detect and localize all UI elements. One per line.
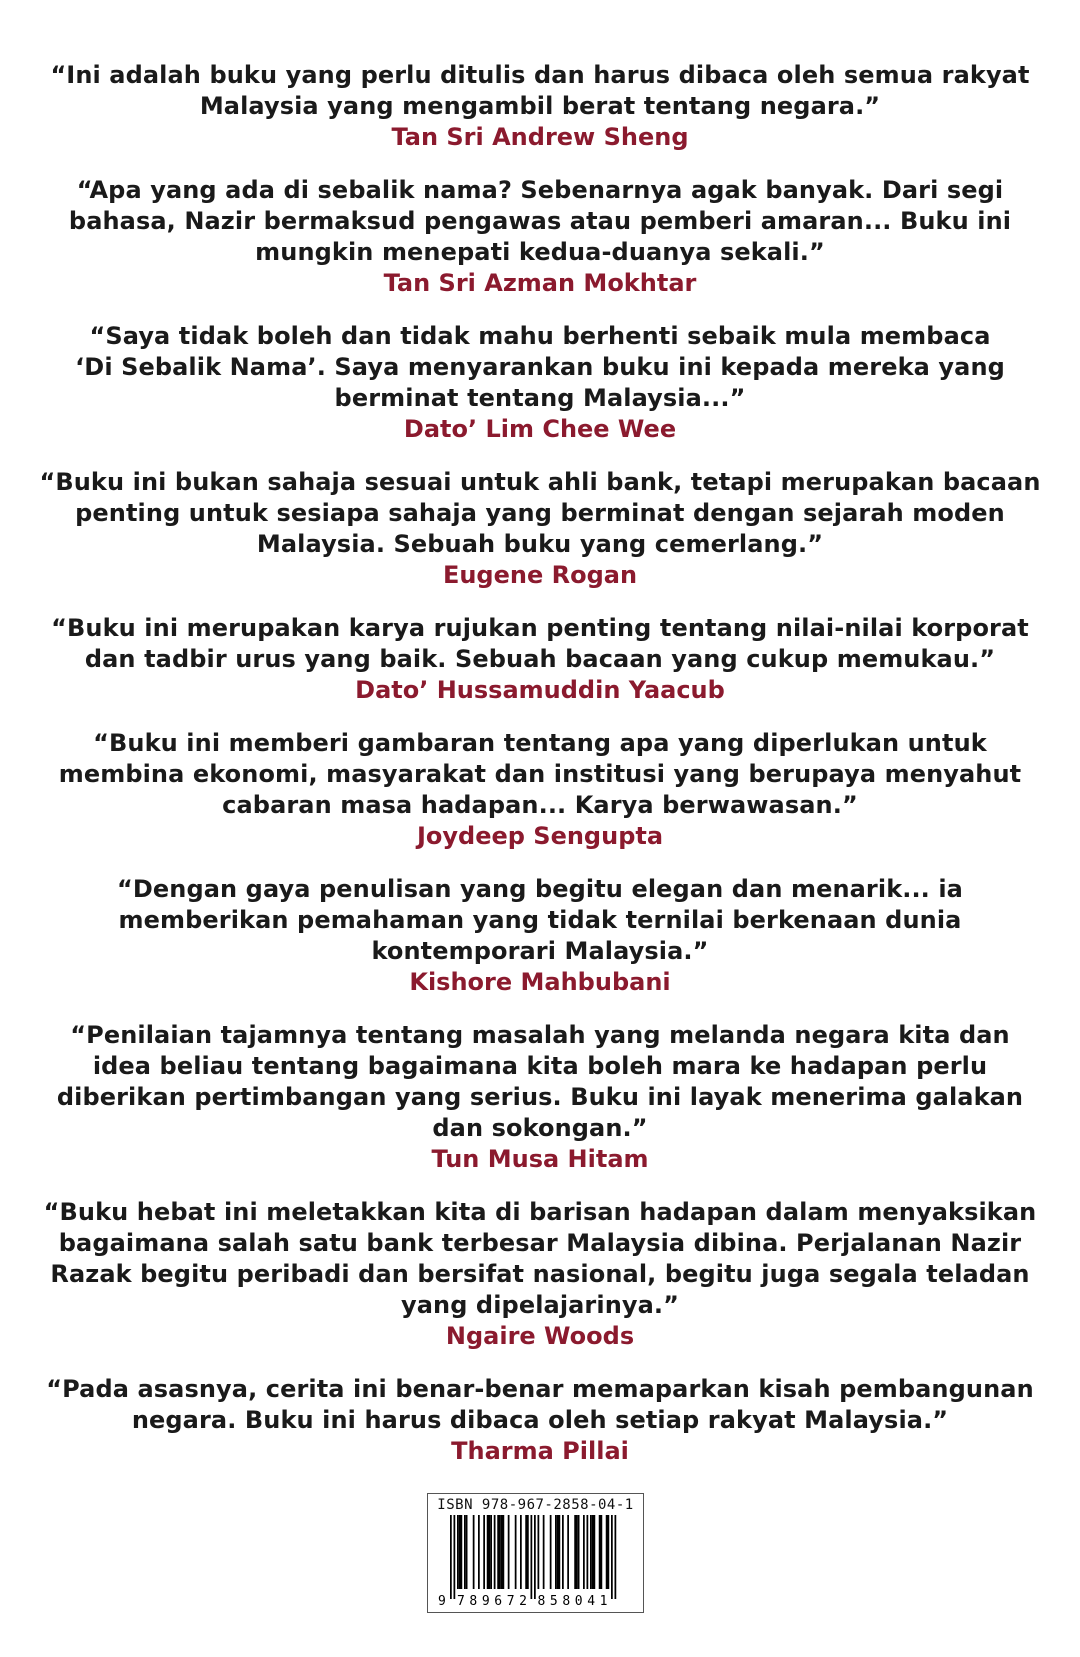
barcode-bar [591,1515,593,1589]
quote-line: yang dipelajarinya.” [400,1291,680,1319]
testimonial [0,321,1080,445]
barcode-bar [600,1515,602,1589]
barcode-digits: 9 [437,1594,446,1609]
testimonial [0,60,1080,153]
quote-line: kontemporari Malaysia.” [371,937,709,965]
testimonial [0,1020,1080,1175]
testimonials-list [0,60,1080,1489]
barcode-bar [453,1515,455,1599]
barcode-bar [490,1515,492,1589]
quote-line: bagaimana salah satu bank terbesar Malaysia dibina. Perjalanan Nazir [58,1229,1022,1257]
quote-line: bahasa, Nazir bermaksud pengawas atau pemberi amaran... Buku ini [68,207,1012,235]
barcode-bar [488,1515,490,1589]
barcode-bar [525,1515,527,1589]
testimonial [0,728,1080,852]
quote-line: Malaysia. Sebuah buku yang cemerlang.” [256,530,824,558]
quote-line: cabaran masa hadapan... Karya berwawasan.” [222,791,858,819]
barcode-bar [549,1515,551,1589]
testimonial [0,467,1080,591]
barcode-bar [567,1515,569,1589]
quote-line: “Buku ini bukan sahaja sesuai untuk ahli bank, tetapi merupakan bacaan [39,468,1041,496]
barcode-bar [500,1515,502,1589]
barcode-bar [542,1515,544,1589]
endorser-name: Tan Sri Andrew Sheng [391,123,689,151]
quote-line: mungkin menepati kedua-duanya sekali.” [255,238,825,266]
barcode-bar [537,1515,539,1589]
endorser-name: Dato’ Lim Chee Wee [403,415,677,443]
quote-line: penting untuk sesiapa sahaja yang berminat dengan sejarah moden [75,499,1005,527]
barcode-bar [478,1515,480,1589]
endorser-name: Kishore Mahbubani [409,968,671,996]
barcode-bar [614,1515,616,1599]
quote-line: berminat tentang Malaysia...” [334,384,746,412]
barcode-bar [586,1515,588,1589]
barcode-bar [583,1515,585,1589]
quote-line: “Dengan gaya penulisan yang begitu elegan dan menarik... ia [117,875,963,903]
quote-line: negara. Buku ini harus dibaca oleh setiap rakyat Malaysia.” [131,1406,949,1434]
endorser-name: Dato’ Hussamuddin Yaacub [355,676,725,704]
quote-line: “Buku ini memberi gambaran tentang apa yang diperlukan untuk [93,729,987,757]
barcode-bar [486,1515,488,1589]
barcode-bar [598,1515,600,1589]
testimonial [0,613,1080,706]
endorser-name: Eugene Rogan [442,561,638,589]
quote-line: diberikan pertimbangan yang serius. Buku ini layak menerima galakan [56,1083,1024,1111]
testimonial [0,175,1080,299]
testimonial [0,1197,1080,1352]
barcode-bar [530,1515,532,1599]
barcode-bar [611,1515,613,1599]
barcode-bar [507,1515,509,1589]
barcode-bar [605,1515,607,1589]
quote-line: “Buku hebat ini meletakkan kita di barisan hadapan dalam menyaksikan [43,1198,1037,1226]
barcode-bar [520,1515,522,1589]
barcode-bar [483,1515,485,1589]
barcode-bar [574,1515,576,1589]
quote-line: membina ekonomi, masyarakat dan institusi yang berupaya menyahut [58,760,1022,788]
isbn-barcode [427,1493,644,1613]
barcode-bars [436,1515,636,1609]
quote-line: “Buku ini merupakan karya rujukan penting tentang nilai-nilai korporat [51,614,1029,642]
barcode-bar [514,1515,516,1589]
quote-line: “Pada asasnya, cerita ini benar-benar memaparkan kisah pembangunan [46,1375,1034,1403]
barcode-bar [556,1515,558,1589]
quote-line: memberikan pemahaman yang tidak ternilai berkenaan dunia [118,906,962,934]
barcode-bar [576,1515,578,1589]
barcode-bar [558,1515,560,1589]
barcode-bar [465,1515,467,1589]
barcode-bar [555,1515,557,1589]
barcode-bar [577,1515,579,1589]
barcode-digits: 858041 [537,1594,607,1609]
isbn-label: ISBN 978-967-2858-04-1 [437,1497,634,1513]
quote-line: Malaysia yang mengambil berat tentang negara.” [199,92,881,120]
barcode-bar [607,1515,609,1589]
quote-line: “Penilaian tajamnya tentang masalah yang melanda negara kita dan [70,1021,1010,1049]
barcode-bar [450,1515,452,1599]
barcode-bar [458,1515,460,1589]
endorser-name: Tharma Pillai [451,1437,629,1465]
endorser-name: Ngaire Woods [445,1322,635,1350]
barcode-bar [562,1515,564,1589]
endorser-name: Tun Musa Hitam [431,1145,649,1173]
quote-line: “Ini adalah buku yang perlu ditulis dan harus dibaca oleh semua rakyat [50,61,1030,89]
barcode-bar [502,1515,504,1589]
endorser-name: Joydeep Sengupta [416,822,664,850]
barcode-bar [464,1515,466,1589]
quote-line: idea beliau tentang bagaimana kita boleh mara ke hadapan perlu [92,1052,988,1080]
barcode-bar [460,1515,462,1589]
barcode-bar [499,1515,501,1589]
quote-line: Razak begitu peribadi dan bersifat nasional, begitu juga segala teladan [50,1260,1030,1288]
quote-line: “Saya tidak boleh dan tidak mahu berhenti sebaik mula membaca [89,322,991,350]
testimonial [0,874,1080,998]
barcode-bar [493,1515,495,1589]
barcode-bar [590,1515,592,1589]
barcode-bar [457,1515,459,1589]
barcode-bar [593,1515,595,1589]
barcode-digits: 789672 [456,1594,527,1609]
testimonial [0,1374,1080,1467]
barcode-bar [497,1515,499,1589]
quote-line: dan sokongan.” [432,1114,648,1142]
barcode-bar [472,1515,474,1589]
quote-line: ‘Di Sebalik Nama’. Saya menyarankan buku ini kepada mereka yang [75,353,1005,381]
quote-line: “Apa yang ada di sebalik nama? Sebenarnya agak banyak. Dari segi [76,176,1004,204]
endorser-name: Tan Sri Azman Mokhtar [383,269,697,297]
barcode-bar [534,1515,536,1599]
quote-line: dan tadbir urus yang baik. Sebuah bacaan yang cukup memukau.” [84,645,996,673]
barcode-bar [527,1515,529,1589]
